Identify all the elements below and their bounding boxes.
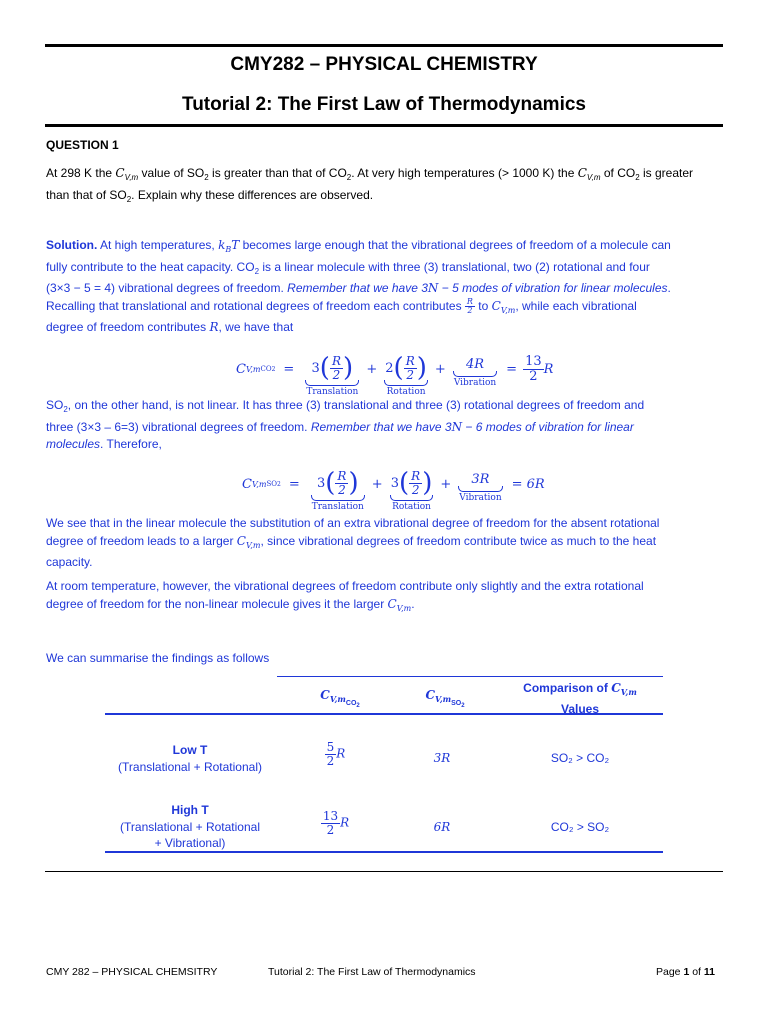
equation-co2: C V,m CO 2 = 3 ( $\frac{R}{2}$ ) Translation + 2 ( $\frac{R}{2}$ ) Rotation + 4R Vibration = $\frac{13}{2}$ R: [236, 353, 554, 398]
label-vibration: Vibration: [459, 492, 502, 503]
solution-paragraph-3: We see that in the linear molecule the substitution of an extra vibrational degree of freedom for the absent rotational degree of freedom leads to a larger $C_{V,m}$, since vibrational degrees of freedom contribute twice as much to the heat capacity.: [46, 516, 660, 569]
question-heading: QUESTION 1: [46, 138, 119, 152]
tutorial-title: Tutorial 2: The First Law of Thermodynamics: [182, 94, 586, 115]
cell-co2-low: $\frac{5}{2}$ R: [326, 740, 346, 768]
top-rule: [45, 44, 723, 47]
equation-so2: C V,m SO 2 = 3 ( $\frac{R}{2}$ ) Translation + 3 ( $\frac{R}{2}$ ) Rotation + 3R Vibration = 6R: [242, 468, 545, 513]
cell-so2-high: 6R: [433, 820, 451, 834]
solution-paragraph-1: Solution. At high temperatures, $k_BT$ becomes large enough that the vibrational degrees of freedom of a molecule can fully contribute to the heat capacity. $CO_2$ is a linear molecule with three (3) translational, two (2) rotational and four (3×3 − 5 = 4) vibrational degrees of freedom. Remember that we have 3N − 5 modes of vibration for linear molecules. Recalling that translational and rotational degrees of freedom each contributes $\frac{R}{2}$ to $C_{V,m}$, while each vibrational degree of freedom contributes R, we have that: [46, 238, 671, 335]
header-comparison: Comparison of $C_{V,m}$ Values: [523, 681, 637, 716]
label-vibration: Vibration: [453, 377, 497, 388]
table-row: Low T (Translational + Rotational): [118, 743, 262, 774]
header-cvm-co2: $C_{V,mCO2}$: [320, 688, 360, 709]
footer-center: Tutorial 2: The First Law of Thermodynamics: [268, 966, 476, 978]
label-rotation: Rotation: [392, 502, 431, 513]
footer-page: Page 1 of 11: [656, 966, 715, 978]
label-rotation: Rotation: [386, 387, 426, 398]
footer-left: CMY 282 – PHYSICAL CHEMSITRY: [46, 966, 218, 978]
question-text: [46, 165, 722, 208]
cell-compare-high: CO₂ > SO₂: [550, 820, 610, 834]
table-row: High T (Translational + Rotational + Vibrational): [120, 803, 260, 850]
cell-co2-high: $\frac{13}{2}$ R: [322, 809, 350, 837]
bottom-rule: [45, 871, 723, 872]
title-rule: [45, 124, 723, 127]
label-translation: Translation: [306, 387, 359, 398]
question-line-1: At 298 K the $C_{V,m}$ value of $SO_2$ is greater than that of $CO_2$. At very high temperatures (> 1000 K) the $C_{V,m}$ of $CO_2$ is greater: [46, 166, 694, 182]
cell-compare-low: SO₂ > CO₂: [550, 751, 610, 765]
question-line-2: than that of $SO_2$. Explain why these differences are observed.: [46, 187, 374, 204]
cell-so2-low: 3R: [433, 751, 451, 765]
solution-paragraph-2: $SO_2$, on the other hand, is not linear. It has three (3) translational and three (3) rotational degrees of freedom and three (3×3 – 6=3) vibrational degrees of freedom. Remember that we have 3N − 6 modes of vibration for linear molecules. Therefore,: [46, 398, 645, 451]
label-translation: Translation: [311, 502, 364, 513]
solution-paragraph-4: At room temperature, however, the vibrational degrees of freedom contribute only slightly and the extra rotational degree of freedom for the non-linear molecule gives it the larger $C_{V,m}$.: [46, 579, 644, 613]
summary-intro: We can summarise the findings as follows: [46, 651, 270, 665]
course-title: CMY282 – PHYSICAL CHEMISTRY: [230, 54, 538, 75]
table-top-rule: [277, 676, 663, 677]
header-cvm-so2: $C_{V,mSO2}$: [425, 688, 465, 709]
